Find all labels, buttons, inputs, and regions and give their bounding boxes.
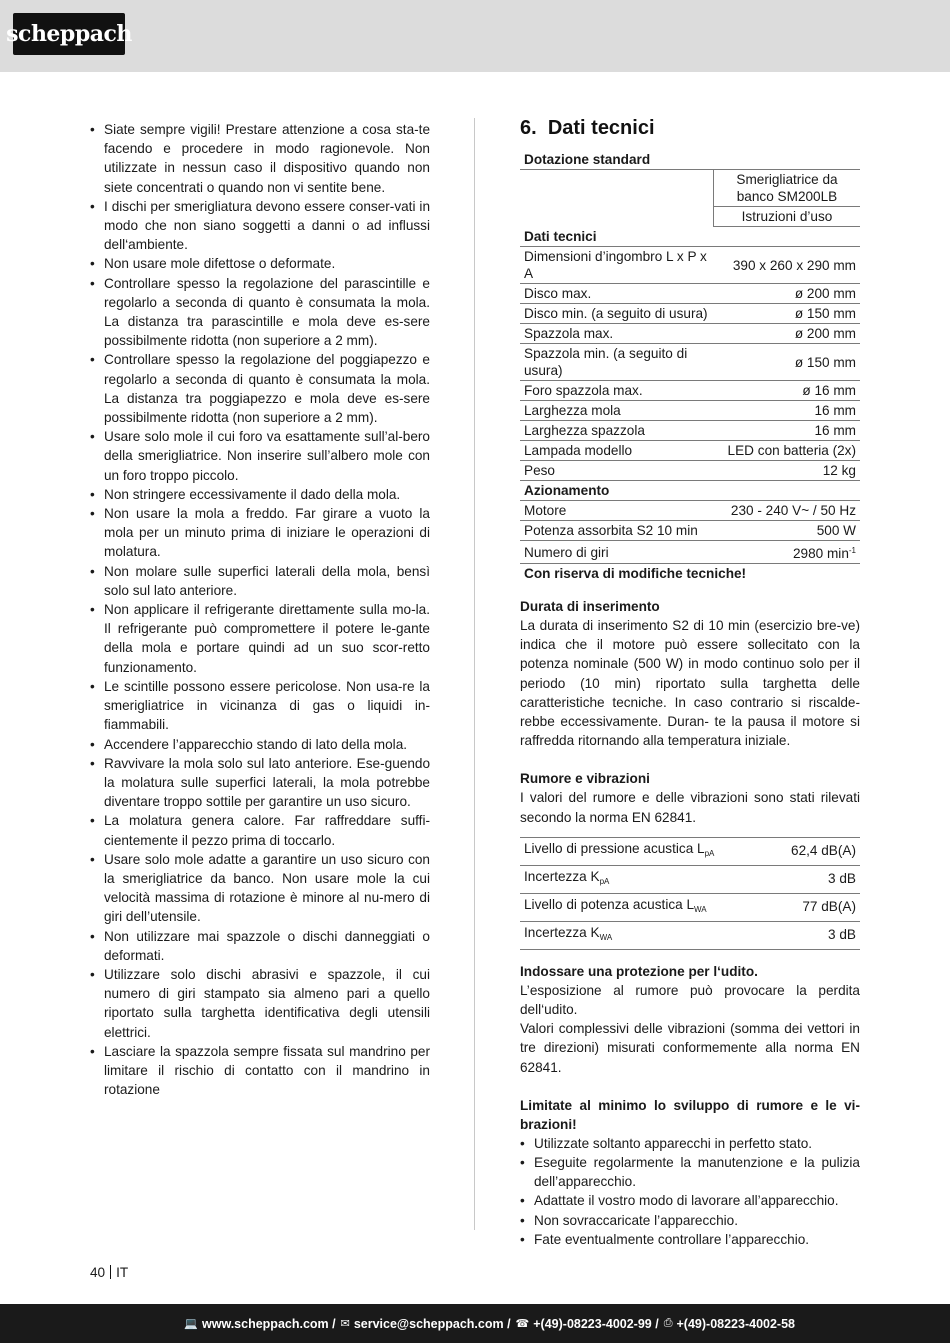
noise-label-sub: WA: [599, 932, 613, 942]
specs-table: [520, 150, 860, 583]
section-number: 6.: [520, 117, 537, 139]
spec-value: ø 200 mm: [714, 324, 861, 344]
technical-changes-note: Con riserva di modifiche tecniche!: [524, 566, 747, 581]
header-band: [0, 0, 950, 72]
std-item: Smerigliatrice da banco SM200LB: [714, 170, 861, 207]
spec-label: Spazzola max.: [520, 324, 714, 344]
spec-label: Lampada modello: [520, 441, 714, 461]
safety-bullet-item: • Siate sempre vigili! Prestare attenzione a cosa sta-te facendo e procedere in modo ragionevole. Non utilizzate in nessun caso il dispositivo quando non siete concentrati o quando non vi sentite bene.: [90, 120, 430, 197]
spec-label: Numero di giri: [520, 541, 714, 564]
safety-bullet-item: • Non usare mole difettose o deformate.: [90, 254, 430, 273]
limit-noise-item: • Adattate il vostro modo di lavorare all’apparecchio.: [520, 1191, 860, 1210]
phone-icon: ☎: [515, 1318, 530, 1330]
standard-equipment-header: Dotazione standard: [520, 150, 860, 170]
duty-cycle-heading: Durata di inserimento: [520, 599, 660, 614]
safety-bullet-item: • Controllare spesso la regolazione del parascintille e regolarlo a seconda di quanto è consumata la mola. La distanza tra parascintille e mola deve es-sere possibilmente ridotta (non superiore a 2 mm).: [90, 274, 430, 351]
spec-label: Spazzola min. (a seguito di usura): [520, 344, 714, 381]
spec-label: Dimensioni d’ingombro L x P x A: [520, 247, 714, 284]
footer-website[interactable]: www.scheppach.com /: [202, 1316, 336, 1331]
noise-label-sub: WA: [694, 904, 707, 914]
spec-row: [520, 324, 860, 344]
limit-noise-heading: Limitate al minimo lo sviluppo di rumore e le vi-brazioni!: [520, 1097, 860, 1132]
noise-value: 62,4 dB(A): [769, 837, 860, 865]
spec-label: Larghezza mola: [520, 401, 714, 421]
limit-noise-item: • Non sovraccaricate l’apparecchio.: [520, 1211, 860, 1230]
page-number-value: 40: [90, 1265, 106, 1280]
limit-noise-item: • Fate eventualmente controllare l’apparecchio.: [520, 1230, 860, 1249]
noise-value: 3 dB: [769, 921, 860, 949]
safety-bullet-item: • Controllare spesso la regolazione del poggiapezzo e regolarlo a seconda di quanto è consumata la mola. La distanza tra poggiapezzo e mola deve es-sere possibilmente ridotta (non superiore a 2 mm).: [90, 350, 430, 427]
page-number: [90, 1265, 128, 1280]
safety-bullet-item: • Lasciare la spazzola sempre fissata sul mandrino per limitare il rischio di contatto con il mandrino in rotazione: [90, 1042, 430, 1100]
spec-label: Peso: [520, 461, 714, 481]
safety-bullet-item: • Non usare la mola a freddo. Far girare a vuoto la mola per un minuto prima di iniziare le operazioni di molatura.: [90, 504, 430, 562]
safety-bullet-item: • Accendere l’apparecchio stando di lato della mola.: [90, 735, 430, 754]
spec-label: Foro spazzola max.: [520, 381, 714, 401]
column-divider: [474, 118, 475, 1230]
footer-phone[interactable]: +(49)-08223-4002-99 /: [533, 1316, 659, 1331]
section-title: Dati tecnici: [547, 117, 655, 139]
safety-instructions-column: [90, 120, 430, 1099]
spec-value: 500 W: [714, 521, 861, 541]
footer-fax[interactable]: +(49)-08223-4002-58: [676, 1316, 795, 1331]
tech-data-header: Dati tecnici: [520, 227, 860, 247]
safety-bullet-item: • Le scintille possono essere pericolose. Non usa-re la smerigliatrice in vicinanza di gas o liquidi in-fiammabili.: [90, 677, 430, 735]
spec-row: [520, 381, 860, 401]
spec-row: [520, 401, 860, 421]
spec-value: 230 - 240 V~ / 50 Hz: [714, 501, 861, 521]
noise-label: [520, 865, 769, 893]
spec-label: Motore: [520, 501, 714, 521]
noise-text: I valori del rumore e delle vibrazioni sono stati rilevati secondo la norma EN 62841.: [520, 790, 860, 825]
spec-row: [520, 421, 860, 441]
speed-value: 2980 min: [792, 546, 849, 561]
limit-noise-list: [520, 1134, 860, 1249]
spec-value: LED con batteria (2x): [714, 441, 861, 461]
duty-cycle-text: La durata di inserimento S2 di 10 min (esercizio bre-ve) indica che il motore può essere sollecitato con la potenza nominale (500 W) in modo continuo solo per il periodo (10 min) riportato sulla targhetta delle caratteristiche tecniche. In caso contrario si riscalde-rebbe eccessivamente. Duran- te la pausa il motore si raffredda ritornando alla temperatura iniziale.: [520, 618, 860, 749]
mail-icon: ✉: [340, 1318, 350, 1330]
spec-value: 16 mm: [714, 421, 861, 441]
hearing-protection-heading: Indossare una protezione per l‘udito.: [520, 963, 758, 979]
noise-value: 77 dB(A): [769, 893, 860, 921]
safety-bullet-list: [90, 120, 430, 1099]
spec-row: [520, 441, 860, 461]
hearing-text-2: Valori complessivi delle vibrazioni (somma dei vettori in tre direzioni) misurati conformemente alla norma EN 62841.: [520, 1021, 860, 1075]
limit-noise-item: • Utilizzate soltanto apparecchi in perfetto stato.: [520, 1134, 860, 1153]
footer-email[interactable]: service@scheppach.com /: [353, 1316, 511, 1331]
spec-value: ø 16 mm: [714, 381, 861, 401]
spec-value: 390 x 260 x 290 mm: [714, 247, 861, 284]
safety-bullet-item: • Non molare sulle superfici laterali della mola, bensì solo sul lato anteriore.: [90, 562, 430, 600]
noise-label: [520, 837, 769, 865]
noise-table: [520, 837, 860, 950]
technical-data-column: [520, 116, 860, 1249]
spec-label: Disco min. (a seguito di usura): [520, 304, 714, 324]
spec-label: Disco max.: [520, 284, 714, 304]
drive-header: Azionamento: [520, 481, 860, 501]
page-separator: [110, 1265, 111, 1279]
safety-bullet-item: • Utilizzare solo dischi abrasivi e spazzole, il cui numero di giri stampato sia almeno pari a quello riportato sulla targhetta identificativa degli utensili elettrici.: [90, 965, 430, 1042]
noise-label-text: Incertezza K: [524, 924, 600, 940]
noise-label: [520, 921, 769, 949]
safety-bullet-item: • Non applicare il refrigerante direttamente sulla mo-la. Il refrigerante può compromettere il potere le-gante della mola e portare quindi ad un suo scor-retto funzionamento.: [90, 600, 430, 677]
noise-label-sub: pA: [704, 848, 715, 858]
spec-value: ø 150 mm: [714, 344, 861, 381]
spec-label: Potenza assorbita S2 10 min: [520, 521, 714, 541]
hearing-text-1: L’esposizione al rumore può provocare la perdita dell‘udito.: [520, 982, 860, 1018]
safety-bullet-item: • Usare solo mole adatte a garantire un uso sicuro con la smerigliatrice da banco. Non usare mole la cui velocità massima di rotazione è minore al nu-mero di giri dell’utensile.: [90, 850, 430, 927]
speed-exponent: -1: [848, 546, 856, 555]
fax-icon: ⎙: [663, 1317, 673, 1329]
safety-bullet-item: • Non utilizzare mai spazzole o dischi danneggiati o deformati.: [90, 927, 430, 965]
section-heading: [520, 116, 860, 140]
spec-value: ø 150 mm: [714, 304, 861, 324]
page-language: IT: [116, 1265, 129, 1280]
spec-value: [714, 541, 861, 564]
noise-label-text: Livello di potenza acustica L: [524, 896, 695, 912]
spec-row: [520, 344, 860, 381]
noise-label-sub: pA: [599, 876, 610, 886]
spec-row: [520, 247, 860, 284]
spec-row: [520, 461, 860, 481]
spec-value: 16 mm: [714, 401, 861, 421]
limit-noise-item: • Eseguite regolarmente la manutenzione e la pulizia dell’apparecchio.: [520, 1153, 860, 1191]
spec-value: ø 200 mm: [714, 284, 861, 304]
safety-bullet-item: • I dischi per smerigliatura devono essere conser-vati in modo che non siano soggetti a danni o ad influssi dell‘ambiente.: [90, 197, 430, 255]
noise-heading: Rumore e vibrazioni: [520, 771, 650, 787]
noise-label: [520, 893, 769, 921]
noise-label-text: Incertezza K: [524, 868, 600, 884]
scheppach-logo: scheppach: [13, 13, 125, 55]
safety-bullet-item: • Ravvivare la mola solo sul lato anteriore. Ese-guendo la molatura sulle superfici laterali, la mola potrebbe diventare troppo sottile per garantire un uso sicuro.: [90, 754, 430, 812]
safety-bullet-item: • Non stringere eccessivamente il dado della mola.: [90, 485, 430, 504]
safety-bullet-item: • La molatura genera calore. Far raffreddare suffi-cientemente il pezzo prima di toccarlo.: [90, 811, 430, 849]
spec-row: [520, 284, 860, 304]
noise-value: 3 dB: [769, 865, 860, 893]
safety-bullet-item: • Usare solo mole il cui foro va esattamente sull’al-bero della smerigliatrice. Non inserire sull’albero mole con un foro troppo piccolo.: [90, 427, 430, 485]
noise-label-text: Livello di pressione acustica L: [524, 840, 705, 856]
footer-contact-bar: [0, 1304, 950, 1343]
spec-value: 12 kg: [714, 461, 861, 481]
spec-label: Larghezza spazzola: [520, 421, 714, 441]
computer-icon: 💻: [184, 1318, 198, 1330]
spec-row: [520, 304, 860, 324]
std-item: Istruzioni d’uso: [714, 207, 861, 227]
